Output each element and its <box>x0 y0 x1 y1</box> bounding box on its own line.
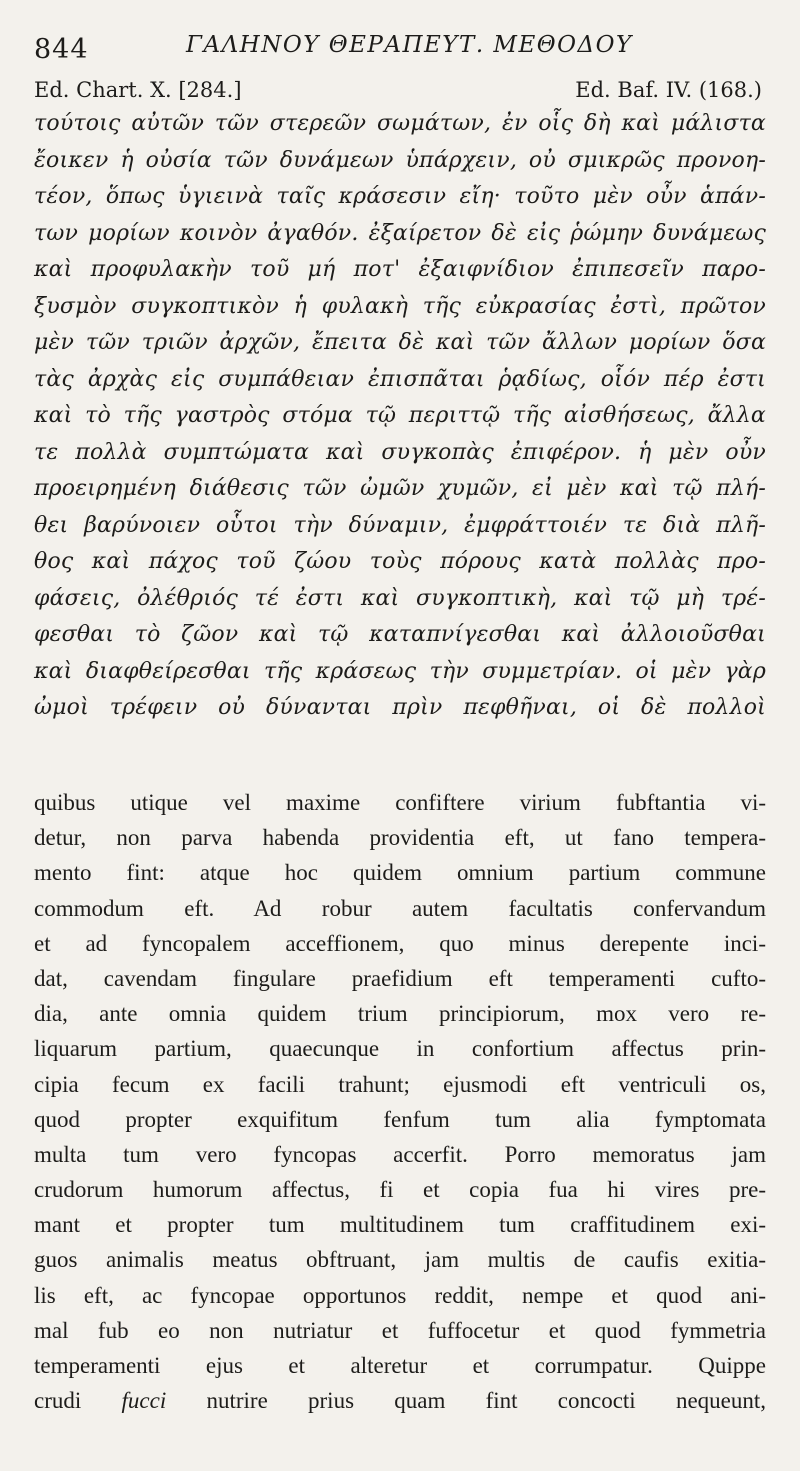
latin-text-segment: nutrire prius quam fint concocti nequeunt, <box>166 1388 767 1414</box>
latin-text-line: detur, non parva habenda providentia eft, ut fano tempera- <box>34 825 766 851</box>
running-head <box>34 28 766 68</box>
greek-text-line: καὶ προφυλακὴν τοῦ μή ποτ' ἐξαιφνίδιον ἐπιπεσεῖν παρο- <box>34 257 766 282</box>
latin-text-line: commodum eft. Ad robur autem facultatis confervandum <box>34 895 766 921</box>
greek-text-line: τούτοις αὐτῶν τῶν στερεῶν σωμάτων, ἐν οἷς δὴ καὶ μάλιστα <box>34 111 766 136</box>
latin-text-line: quod propter exquifitum fenfum tum alia fymptomata <box>34 1106 766 1132</box>
latin-text-line: et ad fyncopalem acceffionem, quo minus derepente inci- <box>34 930 766 956</box>
greek-text-line: ἔοικεν ἡ οὐσία τῶν δυνάμεων ὑπάρχειν, οὐ σμικρῶς προνοη- <box>34 147 766 173</box>
latin-text-line: guos animalis meatus obftruant, jam multis de caufis exitia- <box>34 1247 766 1273</box>
latin-text-line: lis eft, ac fyncopae opportunos reddit, nempe et quod ani- <box>34 1282 766 1308</box>
latin-text-line: dia, ante omnia quidem trium principiorum, mox vero re- <box>34 1001 766 1027</box>
greek-text-line: θος καὶ πάχος τοῦ ζώου τοὺς πόρους κατὰ πολλὰς προ- <box>34 549 766 574</box>
latin-text-line: cipia fecum ex facili trahunt; ejusmodi eft ventriculi os, <box>34 1071 766 1097</box>
latin-text-segment: crudi <box>34 1388 122 1414</box>
latin-text-line: crudorum humorum affectus, fi et copia fua hi vires pre- <box>34 1177 766 1203</box>
greek-text-line: των μορίων κοινὸν ἀγαθόν. ἐξαίρετον δὲ εἰς ῥώμην δυνάμεως <box>34 220 766 246</box>
greek-text-line: καὶ διαφθείρεσθαι τῆς κράσεως τὴν συμμετρίαν. οἱ μὲν γὰρ <box>34 658 766 684</box>
edition-references <box>34 78 762 108</box>
greek-text-line: θει βαρύνοιεν οὗτοι τὴν δύναμιν, ἐμφράττοιέν τε διὰ πλῆ- <box>34 512 766 538</box>
greek-text-line: καὶ τὸ τῆς γαστρὸς στόμα τῷ περιττῷ τῆς αἰσθήσεως, ἄλλα <box>34 403 766 428</box>
greek-text-line: φάσεις, ὀλέθριός τέ ἐστι καὶ συγκοπτικὴ, καὶ τῷ μὴ τρέ- <box>34 585 766 611</box>
edition-basel-reference: Ed. Baf. IV. (168.) <box>575 78 762 102</box>
latin-italic-word: fucci <box>121 1388 167 1414</box>
latin-text-line: multa tum vero fyncopas accerfit. Porro memoratus jam <box>34 1141 766 1167</box>
greek-text-line: μὲν τῶν τριῶν ἀρχῶν, ἔπειτα δὲ καὶ τῶν ἄλλων μορίων ὅσα <box>34 330 766 355</box>
greek-text-line: τε πολλὰ συμπτώματα καὶ συγκοπὰς ἐπιφέρον. ἡ μὲν οὖν <box>34 439 766 465</box>
latin-text-line: liquarum partium, quaecunque in confortium affectus prin- <box>34 1036 766 1062</box>
greek-text-line: τέον, ὅπως ὑγιεινὰ ταῖς κράσεσιν εἴη· τοῦτο μὲν οὖν ἁπάν- <box>34 184 766 209</box>
latin-text-line-last <box>34 1383 766 1418</box>
latin-text-line: mant et propter tum multitudinem tum craffitudinem exi- <box>34 1212 766 1238</box>
greek-text-line: ξυσμὸν συγκοπτικὸν ἡ φυλακὴ τῆς εὐκρασίας ἐστὶ, πρῶτον <box>34 293 766 319</box>
greek-text-line: φεσθαι τὸ ζῶον καὶ τῷ καταπνίγεσθαι καὶ ἀλλοιοῦσθαι <box>34 622 766 647</box>
latin-text-line: dat, cavendam fingulare praefidium eft temperamenti cufto- <box>34 965 766 991</box>
edition-chart-reference: Ed. Chart. X. [284.] <box>34 78 242 102</box>
page-number: 844 <box>34 34 89 65</box>
latin-text-line: mento fint: atque hoc quidem omnium partium commune <box>34 860 766 886</box>
latin-text-line: mal fub eo non nutriatur et fuffocetur et quod fymmetria <box>34 1317 766 1343</box>
greek-text-block <box>34 106 766 727</box>
greek-text-line: ὠμοὶ τρέφειν οὐ δύνανται πρὶν πεφθῆναι, οἱ δὲ πολλοὶ <box>34 695 766 720</box>
running-title: ΓΑΛΗΝΟΥ ΘΕΡΑΠΕΥΤ. ΜΕΘΟΔΟΥ <box>186 32 633 58</box>
latin-text-line: temperamenti ejus et alteretur et corrumpatur. Quippe <box>34 1353 766 1378</box>
greek-text-line: προειρημένη διάθεσις τῶν ὠμῶν χυμῶν, εἰ μὲν καὶ τῷ πλή- <box>34 476 766 501</box>
latin-text-block <box>34 785 766 1418</box>
latin-text-line: quibus utique vel maxime confiftere virium fubftantia vi- <box>34 790 766 815</box>
greek-text-line: τὰς ἀρχὰς εἰς συμπάθειαν ἐπισπᾶται ῥᾳδίως, οἷόν πέρ ἐστι <box>34 366 766 392</box>
